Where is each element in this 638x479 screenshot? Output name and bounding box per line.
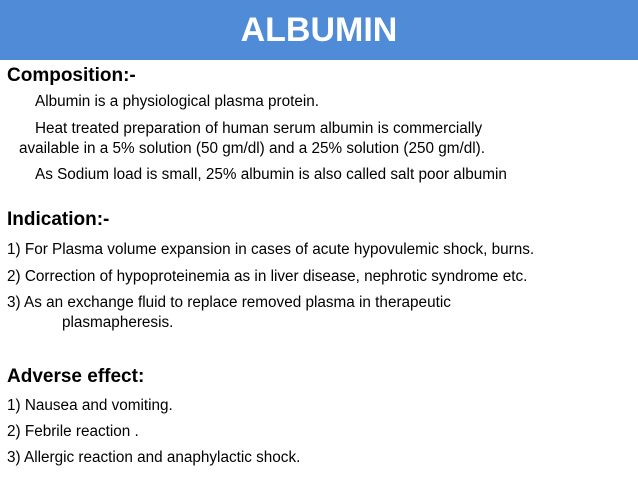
composition-heading: Composition:- [7,65,136,86]
adverse-line-3: 3) Allergic reaction and anaphylactic shock. [7,449,301,466]
indication-line-3: 3) As an exchange fluid to replace removed plasma in therapeutic [7,294,451,311]
composition-line-4: As Sodium load is small, 25% albumin is also called salt poor albumin [35,166,507,183]
composition-line-2: Heat treated preparation of human serum albumin is commercially [35,120,483,137]
indication-heading: Indication:- [7,209,110,230]
indication-line-2: 2) Correction of hypoproteinemia as in liver disease, nephrotic syndrome etc. [7,268,528,285]
adverse-line-1: 1) Nausea and vomiting. [7,397,173,414]
indication-line-1: 1) For Plasma volume expansion in cases of acute hypovulemic shock, burns. [7,241,535,258]
adverse-line-2: 2) Febrile reaction . [7,423,139,440]
composition-line-3: available in a 5% solution (50 gm/dl) and a 25% solution (250 gm/dl). [19,140,485,157]
adverse-heading: Adverse effect: [7,366,145,387]
slide-title: ALBUMIN [0,0,638,60]
composition-line-1: Albumin is a physiological plasma protein. [35,93,319,110]
indication-line-3-cont: plasmapheresis. [62,314,174,331]
